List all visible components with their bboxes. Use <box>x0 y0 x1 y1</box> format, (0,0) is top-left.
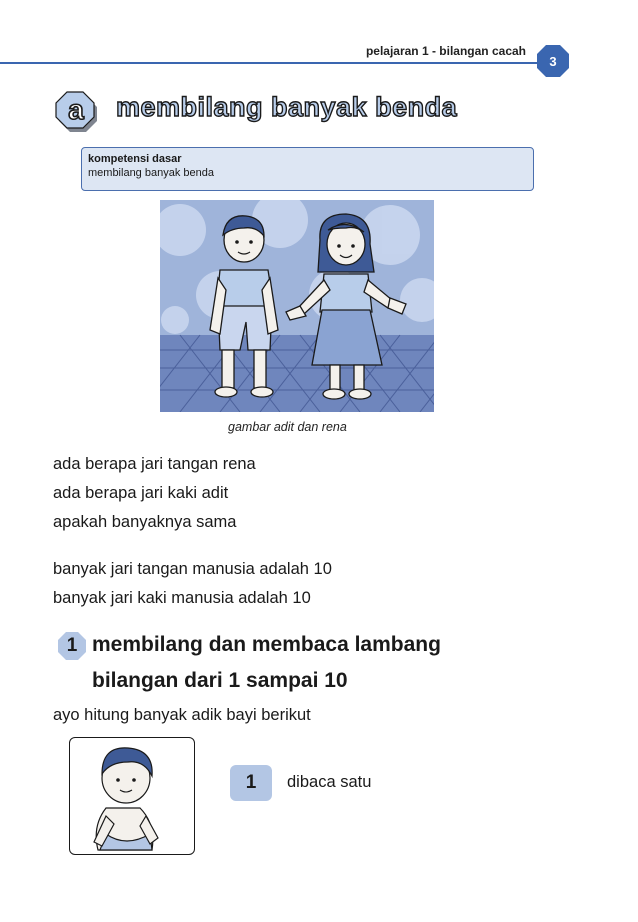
section-badge <box>54 90 102 134</box>
competency-text: membilang banyak benda <box>88 167 214 179</box>
children-illustration <box>160 200 434 412</box>
question-list <box>53 450 256 537</box>
subsection-title-line: bilangan dari 1 sampai 10 <box>92 669 348 692</box>
competency-heading: kompetensi dasar <box>88 153 182 165</box>
digit-box: 1 <box>230 765 272 801</box>
question-item: ada berapa jari kaki adit <box>53 484 229 502</box>
baby-illustration <box>70 738 195 855</box>
chapter-header: pelajaran 1 - bilangan cacah <box>365 44 526 58</box>
page-number-badge <box>536 44 570 78</box>
illustration-caption: gambar adit dan rena <box>228 420 347 434</box>
fact-list <box>53 555 332 613</box>
section-letter: a <box>68 94 84 125</box>
baby-picture-frame <box>69 737 195 855</box>
section-title: membilang banyak benda <box>116 92 458 122</box>
exercise-intro: ayo hitung banyak adik bayi berikut <box>53 706 311 724</box>
fact-item: banyak jari tangan manusia adalah 10 <box>53 560 332 578</box>
competency-box <box>81 147 534 191</box>
subsection-number: 1 <box>66 635 78 656</box>
question-item: apakah banyaknya sama <box>53 513 237 531</box>
subsection-badge <box>57 631 87 661</box>
digit-reading: dibaca satu <box>287 773 372 791</box>
illustration-adit-rena <box>160 200 434 412</box>
fact-item: banyak jari kaki manusia adalah 10 <box>53 589 311 607</box>
page-number: 3 <box>549 54 557 69</box>
subsection-title-line: membilang dan membaca lambang <box>92 633 441 656</box>
header-rule <box>0 62 548 64</box>
subsection-title <box>92 627 441 699</box>
question-item: ada berapa jari tangan rena <box>53 455 256 473</box>
